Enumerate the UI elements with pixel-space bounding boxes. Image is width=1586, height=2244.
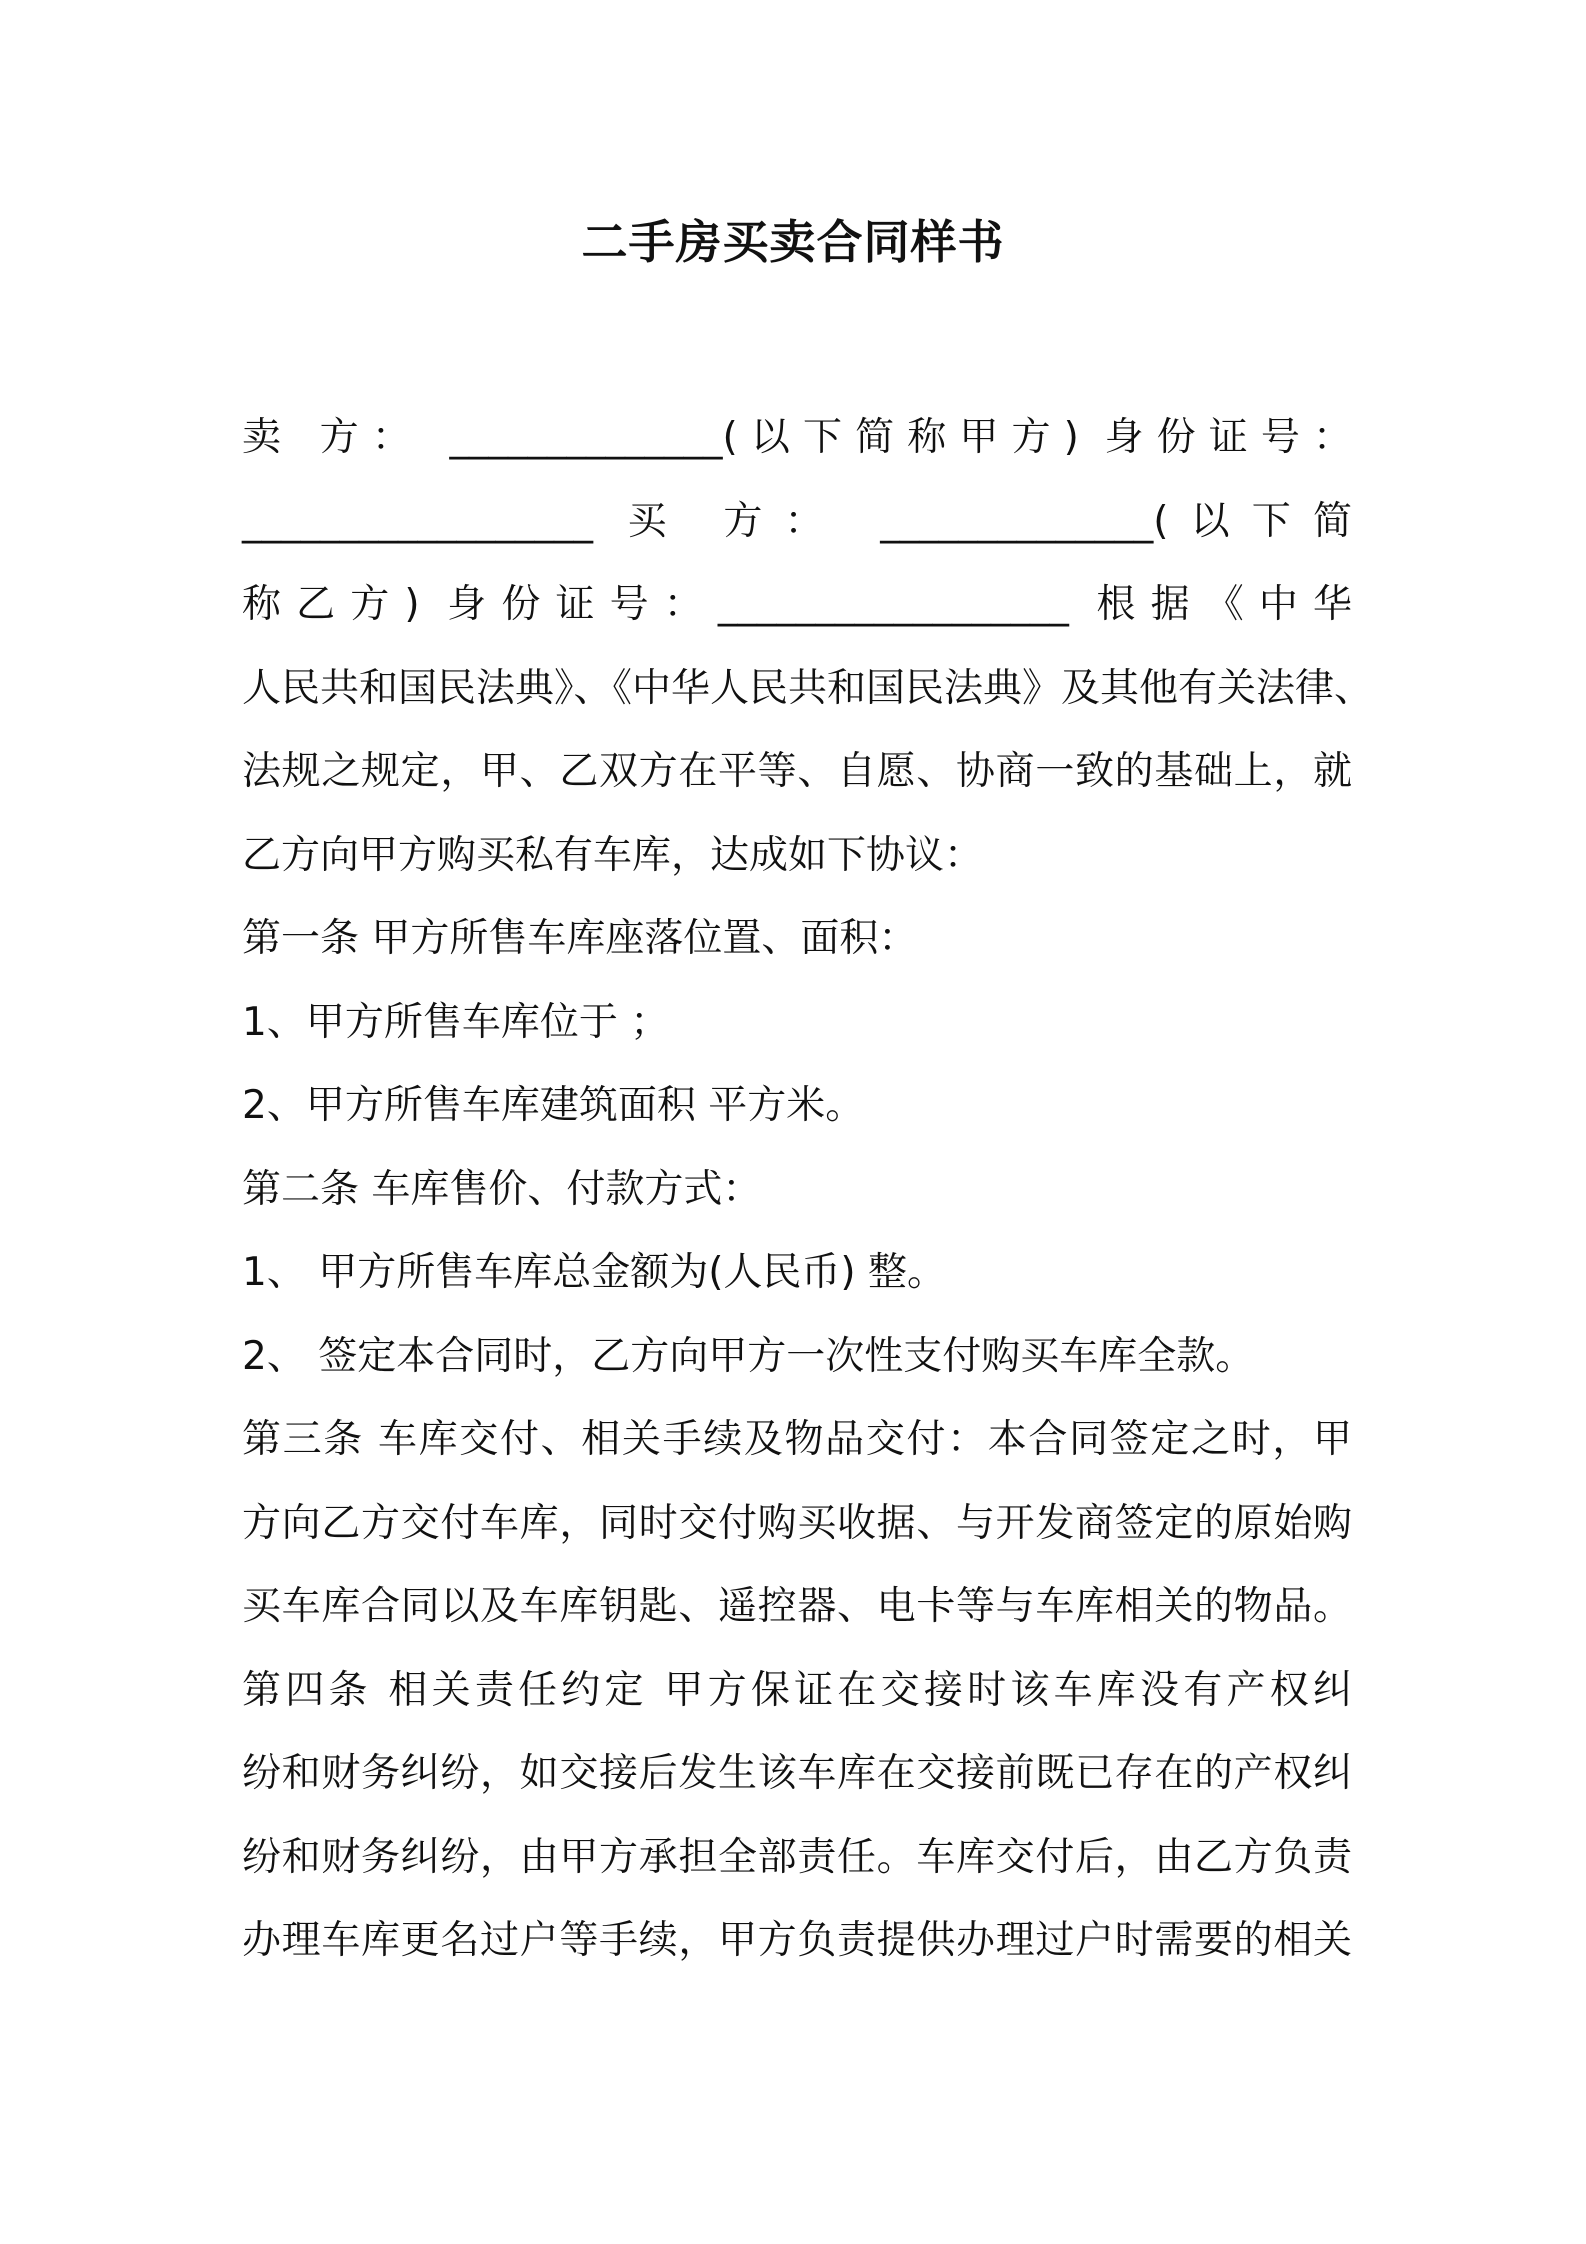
contract-body (242, 396, 1374, 1983)
list-item: 1、甲方所售车库位于 ； (242, 999, 670, 1045)
document-title: 二手房买卖合同样书 (581, 215, 1005, 269)
paragraph-line: 乙方向甲方购买私有车库，达成如下协议： (242, 832, 984, 878)
paragraph-line: 法规之规定，甲、乙双方在平等、自愿、协商一致的基础上，就 (242, 749, 1352, 794)
article-heading: 第二条 车库售价、付款方式： (242, 1166, 762, 1212)
list-item: 2、 签定本合同时，乙方向甲方一次性支付购买车库全款。 (242, 1333, 1255, 1379)
list-item: 1、 甲方所售车库总金额为(人民币) 整。 (242, 1250, 947, 1295)
article-heading: 第一条 甲方所售车库座落位置、面积： (242, 916, 918, 961)
paragraph-line: __________________ 买 方： ______________(以下简 (242, 498, 1352, 544)
paragraph-line: 卖 方： ______________(以下简称甲方) 身份证号： (242, 415, 1352, 460)
paragraph-line: 纷和财务纠纷，如交接后发生该车库在交接前既已存在的产权纠 (242, 1751, 1352, 1796)
paragraph-line: 纷和财务纠纷，由甲方承担全部责任。车库交付后，由乙方负责 (242, 1834, 1352, 1880)
list-item: 2、甲方所售车库建筑面积 平方米。 (242, 1083, 865, 1128)
paragraph-line: 办理车库更名过户等手续，甲方负责提供办理过户时需要的相关 (242, 1918, 1352, 1963)
paragraph-line: 人民共和国民法典》、《中华人民共和国民法典》及其他有关法律、 (242, 665, 1374, 711)
article-heading: 第三条 车库交付、相关手续及物品交付：本合同签定之时，甲 (242, 1417, 1352, 1462)
article-heading: 第四条 相关责任约定 甲方保证在交接时该车库没有产权纠 (242, 1667, 1352, 1713)
paragraph-line: 称乙方) 身份证号：__________________ 根据《中华 (242, 582, 1352, 627)
paragraph-line: 买车库合同以及车库钥匙、遥控器、电卡等与车库相关的物品。 (242, 1584, 1352, 1629)
paragraph-line: 方向乙方交付车库，同时交付购买收据、与开发商签定的原始购 (242, 1500, 1352, 1546)
